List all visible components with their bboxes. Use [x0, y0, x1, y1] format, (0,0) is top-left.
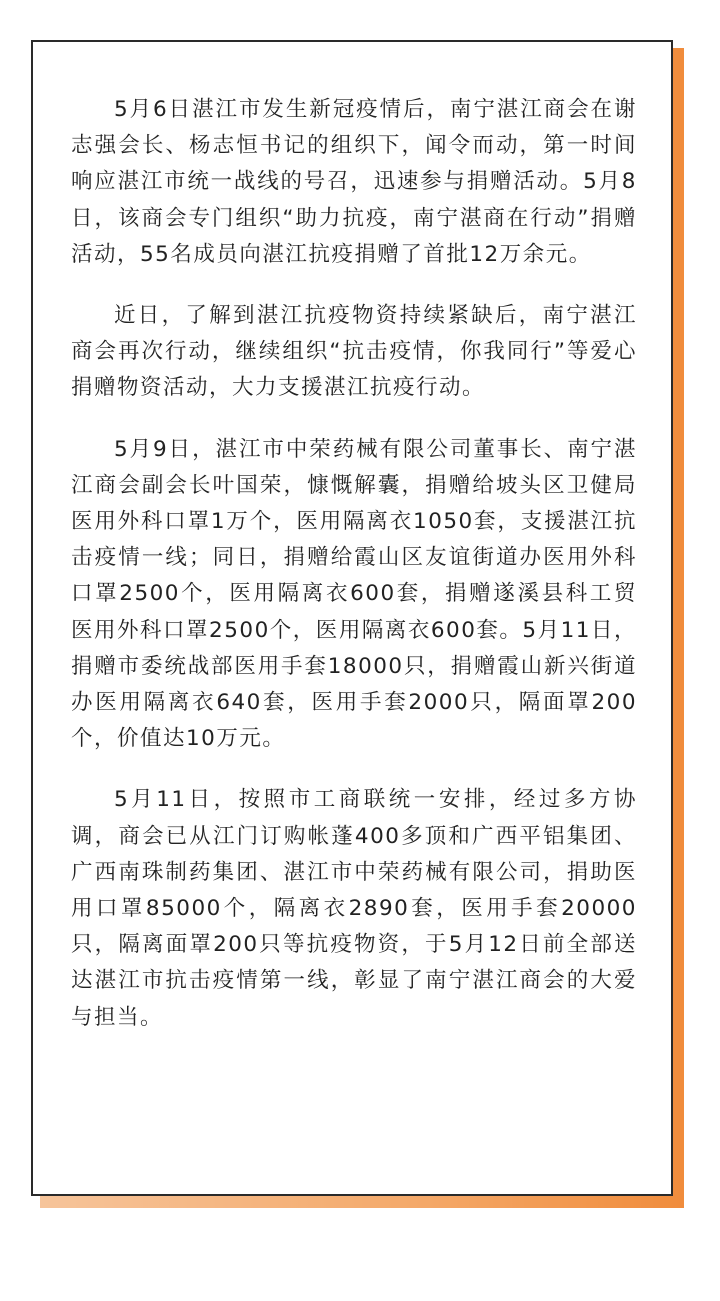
paragraph-4: 5月11日，按照市工商联统一安排，经过多方协调，商会已从江门订购帐蓬400多顶和广西平铝集团、广西南珠制药集团、湛江市中荣药械有限公司，捐助医用口罩85000个，隔离衣2890套，医用手套20000只，隔离面罩200只等抗疫物资，于5月12日前全部送达湛江市抗击疫情第一线，彰显了南宁湛江商会的大爱与担当。 [71, 787, 637, 1030]
paragraph-1: 5月6日湛江市发生新冠疫情后，南宁湛江商会在谢志强会长、杨志恒书记的组织下，闻令而动，第一时间响应湛江市统一战线的号召，迅速参与捐赠活动。5月8日，该商会专门组织“助力抗疫，南宁湛商在行动”捐赠活动，55名成员向湛江抗疫捐赠了首批12万余元。 [71, 97, 637, 267]
paragraph-2: 近日，了解到湛江抗疫物资持续紧缺后，南宁湛江商会再次行动，继续组织“抗击疫情，你我同行”等爱心捐赠物资活动，大力支援湛江抗疫行动。 [71, 303, 637, 401]
article-body [71, 92, 637, 1061]
paragraph-3: 5月9日，湛江市中荣药械有限公司董事长、南宁湛江商会副会长叶国荣，慷慨解囊，捐赠给坡头区卫健局医用外科口罩1万个，医用隔离衣1050套，支援湛江抗击疫情一线；同日，捐赠给霞山区友谊街道办医用外科口罩2500个，医用隔离衣600套，捐赠遂溪县科工贸医用外科口罩2500个，医用隔离衣600套。5月11日，捐赠市委统战部医用手套18000只，捐赠霞山新兴街道办医用隔离衣640套，医用手套2000只，隔面罩200个，价值达10万元。 [71, 436, 637, 752]
article-card [31, 40, 673, 1196]
